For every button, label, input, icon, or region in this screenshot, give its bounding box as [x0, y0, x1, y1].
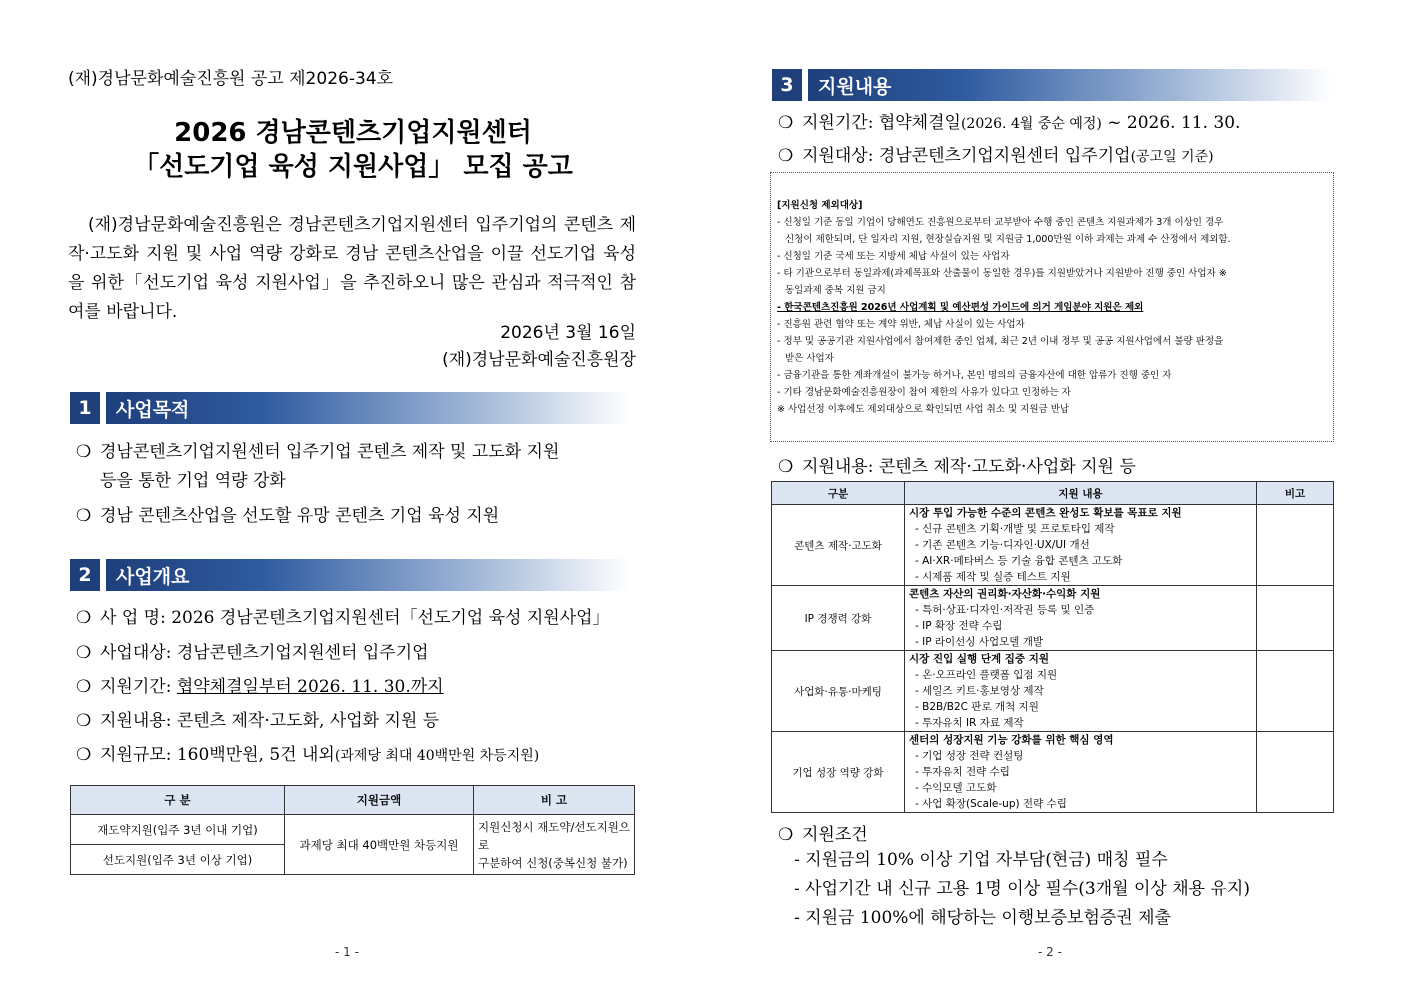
- overview-bullet-target: ❍ 사업대상: 경남콘텐츠기업지원센터 입주기업: [76, 639, 656, 668]
- condition-item: - 사업기간 내 신규 고용 1명 이상 필수(3개월 이상 채용 유지): [794, 879, 1250, 899]
- table-cell: 재도약지원(입주 3년 이내 기업): [71, 815, 285, 845]
- table-cell-content: 센터의 성장지원 기능 강화를 위한 핵심 영역 - 기업 성장 전략 컨설팅 - 투자유치 전략 수립 - 수익모델 고도화 - 사업 확장(Scale-up) 전략 수립: [905, 732, 1257, 813]
- exclusion-heading: [지원신청 제외대상]: [777, 200, 863, 211]
- section-1-header: [70, 392, 630, 424]
- table-header: 구분: [772, 482, 905, 505]
- exclusion-line: - 진흥원 관련 협약 또는 계약 위반, 체납 사실이 있는 사업자: [777, 319, 1025, 330]
- table-cell-content: 콘텐츠 자산의 권리화·자산화·수익화 지원 - 특허·상표·디자인·저작권 등록 및 인증 - IP 확장 전략 수립 - IP 라이선싱 사업모델 개발: [905, 586, 1257, 651]
- section-number: 3: [772, 69, 802, 101]
- table-cell-remark: [1257, 586, 1334, 651]
- overview-bullet-name: ❍ 사 업 명: 2026 경남콘텐츠기업지원센터「선도기업 육성 지원사업」: [76, 604, 656, 633]
- exclusion-line: - 신청일 기준 동일 기업이 당해연도 진흥원으로부터 교부받아 수행 중인 콘텐츠 지원과제가 3개 이상인 경우: [777, 217, 1224, 228]
- table-header: 비고: [1257, 482, 1334, 505]
- exclusion-line: - 타 기관으로부터 동일과제(과제목표와 산출물이 동일한 경우)를 지원받았거나 지원받아 진행 중인 사업자 ※: [777, 268, 1227, 279]
- page-number: - 2 -: [1038, 945, 1062, 959]
- table-row: [71, 815, 635, 845]
- support-target-bullet: ❍ 지원대상: 경남콘텐츠기업지원센터 입주기업(공고일 기준): [778, 142, 1378, 172]
- table-cell-remark: [1257, 732, 1334, 813]
- bullet-circle-icon: ❍: [76, 442, 92, 462]
- exclusion-box: [770, 172, 1334, 442]
- bullet-text: 경남 콘텐츠산업을 선도할 유망 콘텐츠 기업 육성 지원: [100, 506, 500, 526]
- bullet-circle-icon: ❍: [76, 677, 92, 697]
- bullet-circle-icon: ❍: [76, 643, 92, 663]
- bullet-circle-icon: ❍: [778, 457, 794, 477]
- condition-list: [794, 846, 1394, 933]
- table-cell-category: 콘텐츠 제작·고도화: [772, 505, 905, 586]
- bullet-circle-icon: ❍: [778, 113, 794, 133]
- exclusion-line: 동일과제 중복 지원 금지: [785, 285, 886, 296]
- table-cell-content: 시장 진입 실행 단계 집중 지원 - 온·오프라인 플랫폼 입점 지원 - 세일즈 키트·홍보영상 제작 - B2B/B2C 판로 개척 지원 - 투자유치 IR 자료 제작: [905, 651, 1257, 732]
- table-header: 구 분: [71, 786, 285, 815]
- bullet-circle-icon: ❍: [76, 506, 92, 526]
- intro-text: (재)경남문화예술진흥원은 경남콘텐츠기업지원센터 입주기업의 콘텐츠 제작·고도화 지원 및 사업 역량 강화로 경남 콘텐츠산업을 이끌 선도기업 육성을 위한「선도기업 육성 지원사업」을 추진하오니 많은 관심과 적극적인 참여를 바랍니다.: [68, 215, 636, 322]
- table-row: [772, 505, 1334, 586]
- intro-paragraph: [68, 211, 636, 327]
- exclusion-line-emphasis: - 한국콘텐츠진흥원 2026년 사업계획 및 예산편성 가이드에 의거 게임분야 지원은 제외: [777, 302, 1144, 313]
- table-row: [772, 651, 1334, 732]
- support-amount-table: [70, 785, 635, 875]
- notice-signer: (재)경남문화예술진흥원장: [442, 350, 636, 370]
- table-cell: 지원신청시 재도약/선도지원으로 구분하여 신청(중복신청 불가): [474, 815, 635, 875]
- bullet-circle-icon: ❍: [778, 146, 794, 166]
- purpose-bullet-1: [76, 438, 646, 496]
- support-period-bullet: ❍ 지원기간: 협약체결일(2026. 4월 중순 예정) ~ 2026. 11. 30.: [778, 109, 1378, 139]
- section-2-header: [70, 559, 630, 591]
- support-content-table: [771, 481, 1334, 813]
- table-cell-remark: [1257, 505, 1334, 586]
- table-cell-content: 시장 투입 가능한 수준의 콘텐츠 완성도 확보를 목표로 지원 - 신규 콘텐츠 기획·개발 및 프로토타입 제작 - 기존 콘텐츠 기능·디자인·UX/UI 개선 - AI·XR·메타버스 등 기술 융합 콘텐츠 고도화 - 시제품 제작 및 실증 테스트 지원: [905, 505, 1257, 586]
- overview-bullet-period: ❍ 지원기간: 협약체결일부터 2026. 11. 30.까지: [76, 673, 656, 702]
- notice-date: 2026년 3월 16일: [500, 323, 636, 343]
- section-title: 사업개요: [106, 559, 630, 591]
- section-3-header: [772, 69, 1332, 101]
- bullet-circle-icon: ❍: [778, 825, 794, 845]
- table-cell: 선도지원(입주 3년 이상 기업): [71, 845, 285, 875]
- bullet-circle-icon: ❍: [76, 745, 92, 765]
- table-row: [772, 586, 1334, 651]
- section-number: 2: [70, 559, 100, 591]
- condition-item: - 지원금 100%에 해당하는 이행보증보험증권 제출: [794, 908, 1171, 928]
- bullet-text: 등을 통한 기업 역량 강화: [100, 471, 286, 491]
- overview-bullet-scale: ❍ 지원규모: 160백만원, 5건 내외(과제당 최대 40백만원 차등지원): [76, 741, 656, 771]
- exclusion-line: 받은 사업자: [785, 353, 834, 364]
- bullet-text: 경남콘텐츠기업지원센터 입주기업 콘텐츠 제작 및 고도화 지원: [100, 442, 560, 462]
- exclusion-line: - 정부 및 공공기관 지원사업에서 참여제한 중인 업체, 최근 2년 이내 정부 및 공공 지원사업에서 불량 판정을: [777, 336, 1224, 347]
- exclusion-line: - 기타 경남문화예술진흥원장이 참여 제한의 사유가 있다고 인정하는 자: [777, 387, 1071, 398]
- table-header: 지원 내용: [905, 482, 1257, 505]
- bullet-circle-icon: ❍: [76, 608, 92, 628]
- table-header: 비 고: [474, 786, 635, 815]
- table-row: [772, 732, 1334, 813]
- table-cell-remark: [1257, 651, 1334, 732]
- purpose-bullet-2: [76, 502, 646, 531]
- overview-bullet-content: ❍ 지원내용: 콘텐츠 제작·고도화, 사업화 지원 등: [76, 707, 656, 736]
- exclusion-line: 신청이 제한되며, 단 일자리 지원, 현장실습지원 및 지원금 1,000만원 이하 과제는 과제 수 산정에서 제외함.: [785, 234, 1231, 245]
- condition-item: - 지원금의 10% 이상 기업 자부담(현금) 매칭 필수: [794, 850, 1168, 870]
- exclusion-line: - 신청일 기준 국세 또는 지방세 체납 사실이 있는 사업자: [777, 251, 1010, 262]
- table-cell-category: 기업 성장 역량 강화: [772, 732, 905, 813]
- page-title-line1: 2026 경남콘텐츠기업지원센터: [174, 118, 532, 148]
- exclusion-line: - 금융기관을 통한 계좌개설이 불가능 하거나, 본인 명의의 금융자산에 대한 압류가 진행 중인 자: [777, 370, 1172, 381]
- page-title-line2: 「선도기업 육성 지원사업」 모집 공고: [133, 152, 573, 182]
- table-cell-category: 사업화·유통·마케팅: [772, 651, 905, 732]
- table-header: 지원금액: [285, 786, 474, 815]
- section-number: 1: [70, 392, 100, 424]
- support-condition-bullet: ❍ 지원조건: [778, 821, 1378, 850]
- table-cell: 과제당 최대 40백만원 차등지원: [285, 815, 474, 875]
- section-title: 지원내용: [808, 69, 1332, 101]
- support-content-bullet: ❍ 지원내용: 콘텐츠 제작·고도화·사업화 지원 등: [778, 453, 1378, 482]
- table-cell-category: IP 경쟁력 강화: [772, 586, 905, 651]
- bullet-circle-icon: ❍: [76, 711, 92, 731]
- notice-number: (재)경남문화예술진흥원 공고 제2026-34호: [68, 69, 394, 89]
- exclusion-line: ※ 사업선정 이후에도 제외대상으로 확인되면 사업 취소 및 지원금 반납: [777, 404, 1070, 415]
- section-title: 사업목적: [106, 392, 630, 424]
- page-number: - 1 -: [335, 945, 359, 959]
